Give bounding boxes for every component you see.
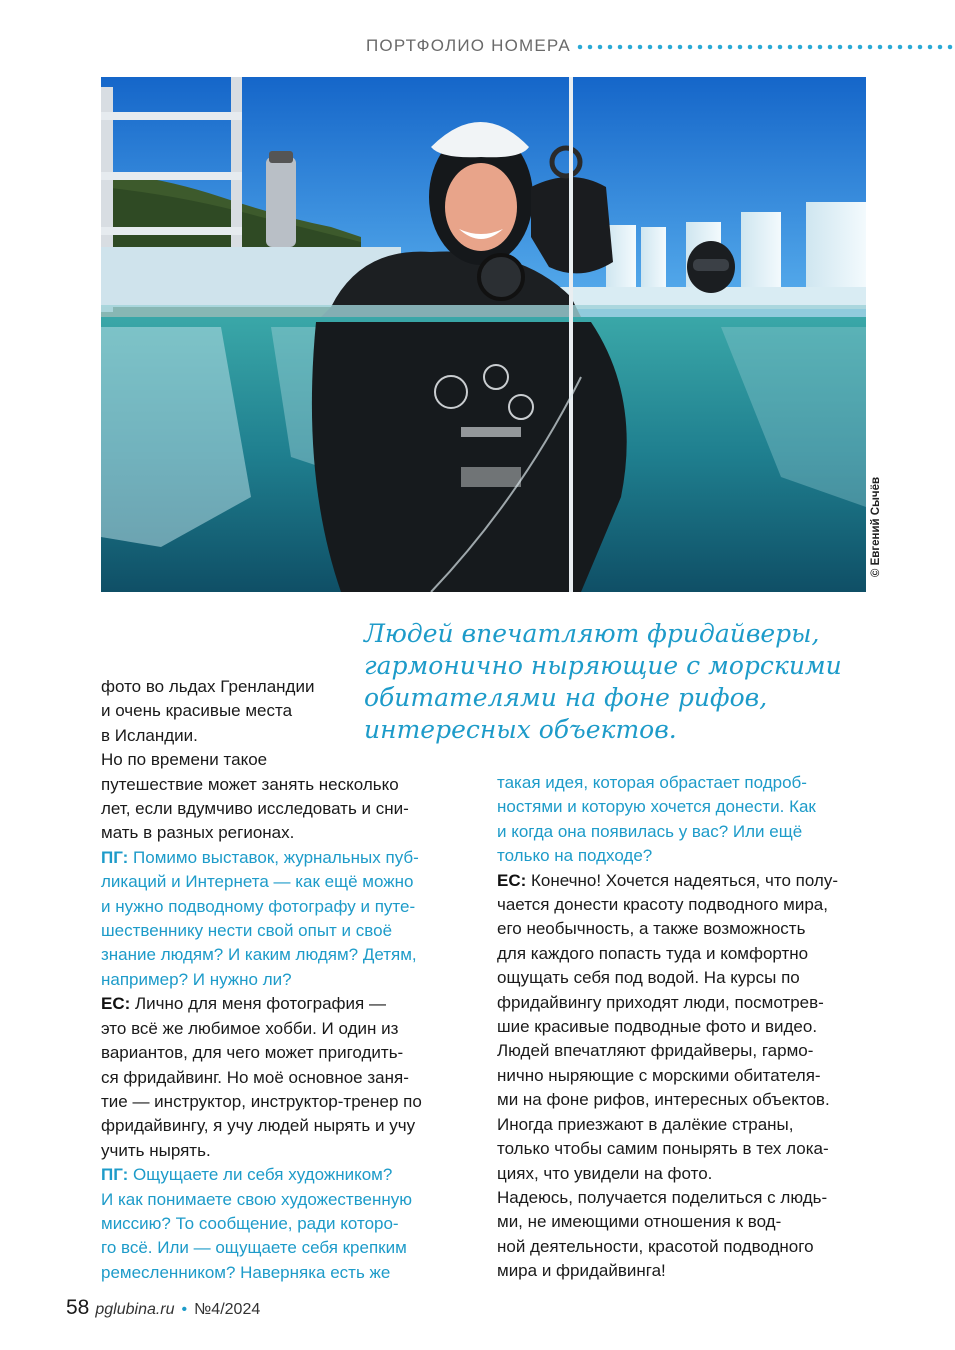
question-text: Ощущаете ли себя художником? (128, 1165, 393, 1185)
pull-quote-line: обитателями на фоне рифов, (364, 683, 768, 712)
question-line: ностями и которую хочется донести. Как (497, 797, 816, 817)
text-line: лет, если вдумчиво исследовать и сни- (101, 799, 409, 819)
question-text: Помимо выставок, журнальных пуб- (128, 847, 419, 867)
respondent-label: ЕС: (101, 994, 131, 1014)
answer-line: ощущать себя под водой. На курсы по (497, 968, 800, 988)
answer-line: чается донести красоту подводного мира, (497, 895, 828, 915)
question-line: ремесленником? Наверняка есть же (101, 1262, 391, 1282)
answer-line (101, 992, 471, 1016)
section-header (366, 34, 955, 58)
issue-number: №4/2024 (194, 1301, 261, 1318)
question-line: го всё. Или — ощущаете себя крепким (101, 1238, 407, 1258)
answer-line: для каждого попасть туда и комфортно (497, 943, 809, 963)
photo-credit (866, 460, 886, 594)
question-line: такая идея, которая обрастает подроб- (497, 773, 807, 792)
text-line: мать в разных регионах. (101, 823, 295, 843)
pull-quote-line: интересных объектов. (364, 715, 677, 744)
answer-line: вариантов, для чего может пригодить- (101, 1043, 404, 1063)
answer-line: ми, не имеющими отношения к вод- (497, 1212, 782, 1232)
answer-line: фридайвингу приходят люди, посмотрев- (497, 992, 824, 1012)
answer-line (497, 869, 877, 893)
question-line: только на подходе? (497, 846, 653, 866)
text-line: Но по времени такое (101, 750, 268, 770)
question-line: ликаций и Интернета — как ещё можно (101, 872, 414, 892)
answer-line: циях, что увидели на фото. (497, 1163, 713, 1183)
left-column (101, 675, 471, 1285)
question-line: шественнику нести свой опыт и своё (101, 921, 393, 941)
answer-line: тие — инструктор, инструктор-тренер по (101, 1091, 422, 1111)
text-line: и очень красивые места (101, 701, 293, 721)
pull-quote-line: гармонично ныряющие с морскими (364, 651, 842, 680)
section-title: ПОРТФОЛИО НОМЕРА (366, 36, 571, 55)
interviewer-label: ПГ: (101, 847, 129, 867)
answer-line: шие красивые подводные фото и видео. (497, 1017, 818, 1037)
site-link[interactable]: pglubina.ru (95, 1301, 175, 1318)
answer-line: Людей впечатляют фридайверы, гармо- (497, 1041, 814, 1061)
page-number: 58 (66, 1296, 90, 1319)
question-line (101, 846, 471, 870)
answer-line: мира и фридайвинга! (497, 1261, 666, 1281)
answer-line: ной деятельности, красотой подводного (497, 1236, 814, 1256)
page-footer (66, 1296, 260, 1320)
answer-line: Иногда приезжают в далёкие страны, (497, 1114, 794, 1134)
answer-line: учить нырять. (101, 1140, 211, 1160)
answer-line: Надеюсь, получается поделиться с людь- (497, 1187, 828, 1207)
answer-line: ми на фоне рифов, интересных объектов. (497, 1090, 830, 1110)
answer-line: его необычность, а также возможность (497, 919, 806, 939)
answer-text: Конечно! Хочется надеяться, что полу- (526, 870, 839, 890)
answer-line: ся фридайвинг. Но моё основное заня- (101, 1067, 409, 1087)
answer-line: фридайвингу, я учу людей нырять и учу (101, 1116, 416, 1136)
question-line: например? И нужно ли? (101, 969, 292, 989)
freediver-illustration (101, 77, 866, 592)
answer-text: Лично для меня фотография — (130, 994, 386, 1014)
respondent-label: ЕС: (497, 870, 527, 890)
photo-credit-text: © Евгений Сычёв (870, 476, 882, 578)
question-line: И как понимаете свою художественную (101, 1189, 413, 1209)
text-line: в Исландии. (101, 725, 198, 745)
question-line: и нужно подводному фотографу и путе- (101, 896, 416, 916)
question-line: знание людям? И каким людям? Детям, (101, 945, 417, 965)
footer-bullet: • (181, 1301, 188, 1318)
question-line: и когда она появилась у вас? Или ещё (497, 821, 803, 841)
answer-line: это всё же любимое хобби. И один из (101, 1018, 399, 1038)
answer-line: нично ныряющие с морскими обитателя- (497, 1065, 821, 1085)
interviewer-label: ПГ: (101, 1165, 129, 1185)
text-line: фото во льдах Гренландии (101, 677, 315, 696)
pull-quote-line: Людей впечатляют фридайверы, (364, 619, 820, 648)
dotted-rule (575, 44, 955, 50)
answer-line: только чтобы самим понырять в тех лока- (497, 1139, 829, 1159)
question-line: миссию? То сообщение, ради которо- (101, 1213, 399, 1233)
right-column (497, 771, 877, 1284)
question-line (101, 1163, 471, 1187)
text-line: путешествие может занять несколько (101, 774, 399, 794)
freediver-photo (101, 77, 866, 592)
